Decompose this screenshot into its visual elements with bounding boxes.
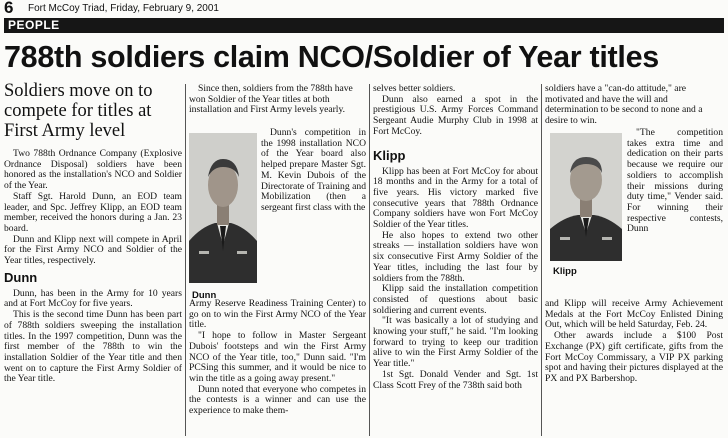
column-2-wrap xyxy=(261,128,366,214)
column-4-wrap xyxy=(627,128,723,235)
paragraph: Army Reserve Readiness Training Center) to go on to win the First Army NCO of the Year title. xyxy=(189,298,366,331)
soldier-portrait-icon xyxy=(189,133,257,283)
paragraph: Two 788th Ordnance Company (Explosive Ordnance Disposal) soldiers have been honored as the installation's NCO and Soldier of the Year. xyxy=(4,148,182,192)
paragraph: Dunn also earned a spot in the prestigious U.S. Army Forces Command Sergeant Audie Murphy Club in 1998 at Fort McCoy. xyxy=(373,93,538,137)
publication-date: Fort McCoy Triad, Friday, February 9, 2001 xyxy=(28,3,219,14)
subhead-klipp: Klipp xyxy=(373,147,406,163)
paragraph: Dunn noted that everyone who competes in the contests is a winner and can use the experience to make them- xyxy=(189,383,366,417)
column-3 xyxy=(373,84,538,391)
paragraph: 1st Sgt. Donald Vender and Sgt. 1st Class Scott Frey of the 738th said both xyxy=(373,368,538,391)
paragraph: "I hope to follow in Master Sergeant Dubois' footsteps and win the First Army NCO of the Year title, too," Dunn said. "I'm PCSing this summer, and it would be nice to win the title as a going away present." xyxy=(189,330,366,384)
paragraph: He also hopes to extend two other streaks — installation soldiers have won six consecutive First Army Soldier of the Year titles, including the last four by soldiers from the 788th. xyxy=(373,229,538,284)
paragraph: Klipp has been at Fort McCoy for about 18 months and in the Army for a total of five years. His victory marked five consecutive years that 788th Ordnance Company soldiers have won Fort McCoy Soldier of the Year titles. xyxy=(373,165,538,231)
paragraph: "It was basically a lot of studying and knowing your stuff," he said. "I'm looking forward to trying to keep our tradition alive to win the First Army Soldier of the Year title." xyxy=(373,315,538,370)
deck: Soldiers move on to compete for titles at First Army level xyxy=(4,81,153,141)
column-2-top xyxy=(189,84,366,116)
paragraph: Klipp said the installation competition consisted of questions about basic soldiering and current events. xyxy=(373,283,538,316)
page-number: 6 xyxy=(4,0,14,17)
column-rule xyxy=(541,84,542,436)
paragraph: soldiers have a "can-do attitude," are motivated and have the will and determination to be second to none and a desire to win. xyxy=(545,83,703,127)
headline: 788th soldiers claim NCO/Soldier of Year titles xyxy=(4,40,659,74)
photo-caption-klipp: Klipp xyxy=(553,266,577,277)
paragraph: "The competition takes extra time and dedication on their parts because we require our soldiers to accomplish their missions during duty time," Vender said. For winning their respective contests, Dunn xyxy=(627,127,723,235)
paragraph: This is the second time Dunn has been part of 788th soldiers sweeping the installation titles. In the 1997 competition, Dunn was the first member of the 788th to win the installation Soldier of the Year title and then went on to capture the First Army Soldier of the Year title. xyxy=(4,309,182,385)
column-4-bottom xyxy=(545,299,723,385)
paragraph: Dunn's competition in the 1998 installation NCO of the Year board also helped prepare Master Sgt. M. Kevin Dubois of the Directorate of Training and Mobilization (then a sergeant first class with the xyxy=(261,127,366,213)
column-2-bottom xyxy=(189,299,366,417)
paragraph: Other awards include a $100 Post Exchange (PX) gift certificate, gifts from the Fort McCoy Commissary, a VIP PX parking spot and having their pictures displayed at the PX and PX Barbershop. xyxy=(545,330,723,384)
paragraph: selves better soldiers. xyxy=(373,83,456,94)
photo-caption-dunn: Dunn xyxy=(192,290,217,301)
paragraph: Since then, soldiers from the 788th have won Soldier of the Year titles at both installation and First Army levels yearly. xyxy=(189,83,353,116)
column-4-top xyxy=(545,84,723,127)
photo-dunn xyxy=(189,133,257,283)
subhead-dunn: Dunn xyxy=(4,269,38,285)
paragraph: Staff Sgt. Harold Dunn, an EOD team leader, and Spc. Jeffrey Klipp, an EOD team member, received the honors during a Jan. 23 board. xyxy=(4,190,182,234)
paragraph: Dunn, has been in the Army for 10 years and at Fort McCoy for five years. xyxy=(4,287,182,310)
section-label: PEOPLE xyxy=(4,18,724,33)
column-rule xyxy=(369,84,370,436)
photo-klipp xyxy=(550,133,622,261)
soldier-portrait-icon xyxy=(550,133,622,261)
masthead xyxy=(4,2,724,16)
column-rule xyxy=(185,84,186,436)
paragraph: Dunn and Klipp next will compete in April for the First Army NCO and Soldier of the Year titles, respectively. xyxy=(4,233,182,267)
column-1 xyxy=(4,149,182,385)
paragraph: and Klipp will receive Army Achievement Medals at the Fort McCoy Enlisted Dining Out, which will be held Saturday, Feb. 24. xyxy=(545,298,723,331)
